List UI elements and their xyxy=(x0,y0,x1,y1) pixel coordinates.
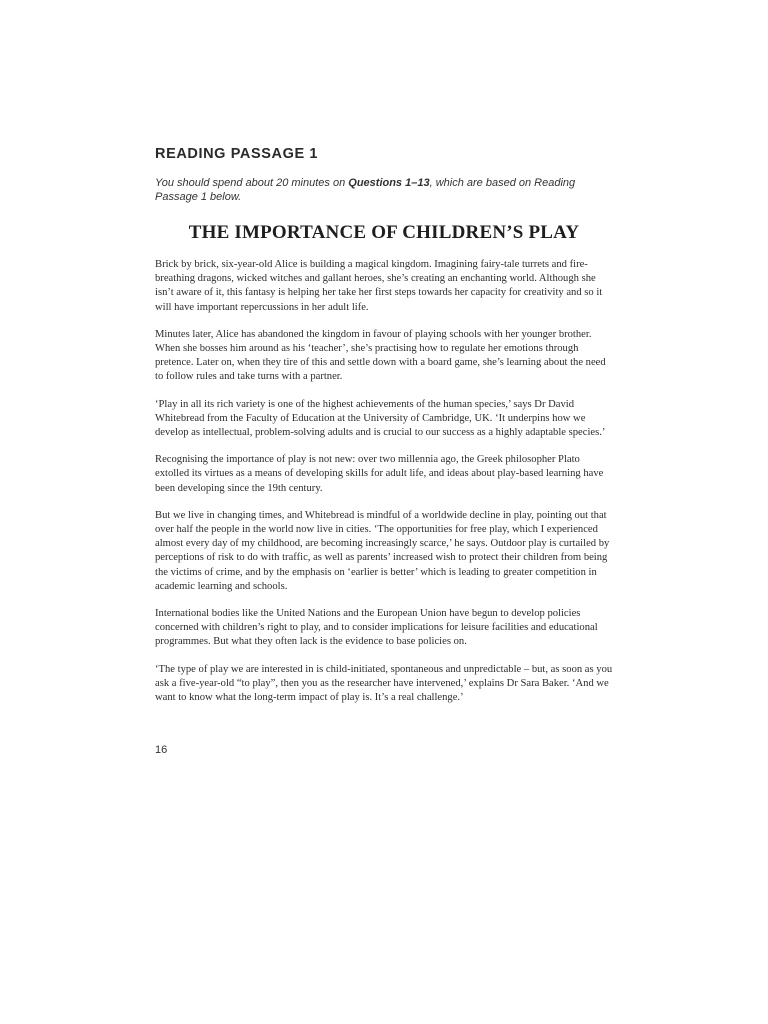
paragraph-6: International bodies like the United Nations and the European Union have begun to develop policies concerned with children’s right to play, and to consider implications for leisure facilities and educational programmes. But what they often lack is the evidence to base policies on. xyxy=(155,608,598,648)
instructions-text-before: You should spend about 20 minutes on xyxy=(155,177,349,189)
instructions xyxy=(155,176,615,204)
paragraph-4: Recognising the importance of play is not new: over two millennia ago, the Greek philosopher Plato extolled its virtues as a means of developing skills for adult life, and ideas about play-based learning have been developing since the 19th century. xyxy=(155,454,604,494)
instructions-text-after: , which are based on Reading Passage 1 below. xyxy=(155,177,576,203)
paragraph-5: But we live in changing times, and Whitebread is mindful of a worldwide decline in play, pointing out that over half the people in the world now live in cities. ‘The opportunities for free play, which I experienced almost every day of my childhood, are becoming increasingly scarce,’ he says. Outdoor play is curtailed by perceptions of risk to do with traffic, as well as parents’ increased wish to protect their children from being the victims of crime, and by the emphasis on ‘earlier is better’ which is leading to greater competition in academic learning and schools. xyxy=(155,509,610,592)
passage-title: THE IMPORTANCE OF CHILDREN’S PLAY xyxy=(188,222,580,243)
section-heading: READING PASSAGE 1 xyxy=(155,146,319,162)
instructions-questions: Questions 1–13 xyxy=(348,177,430,189)
passage-body xyxy=(155,258,615,718)
paragraph-3: ‘Play in all its rich variety is one of the highest achievements of the human species,’ says Dr David Whitebread from the Faculty of Education at the University of Cambridge, UK. ‘It underpins how we develop as intellectual, problem-solving adults and is crucial to our success as a highly adaptable species.’ xyxy=(155,398,606,439)
paragraph-7: ‘The type of play we are interested in is child-initiated, spontaneous and unpredictable – but, as soon as you ask a five-year-old “to play”, then you as the researcher have intervened,’ explains Dr Sara Baker. ‘And we want to know what the long-term impact of play is. It’s a real challenge.’ xyxy=(155,663,613,704)
paragraph-1: Brick by brick, six-year-old Alice is building a magical kingdom. Imagining fairy-tale turrets and fire-breathing dragons, wicked witches and gallant heroes, she’s creating an enchanting world. Although she isn’t aware of it, this fantasy is helping her take her first steps towards her capacity for creativity and so it will have important repercussions in her adult life. xyxy=(155,259,603,313)
paragraph-2: Minutes later, Alice has abandoned the kingdom in favour of playing schools with her younger brother. When she bosses him around as his ‘teacher’, she’s practising how to regulate her emotions through pretence. Later on, when they tire of this and settle down with a board game, she’s learning about the need to follow rules and take turns with a partner. xyxy=(155,328,606,383)
page-number: 16 xyxy=(155,744,168,756)
